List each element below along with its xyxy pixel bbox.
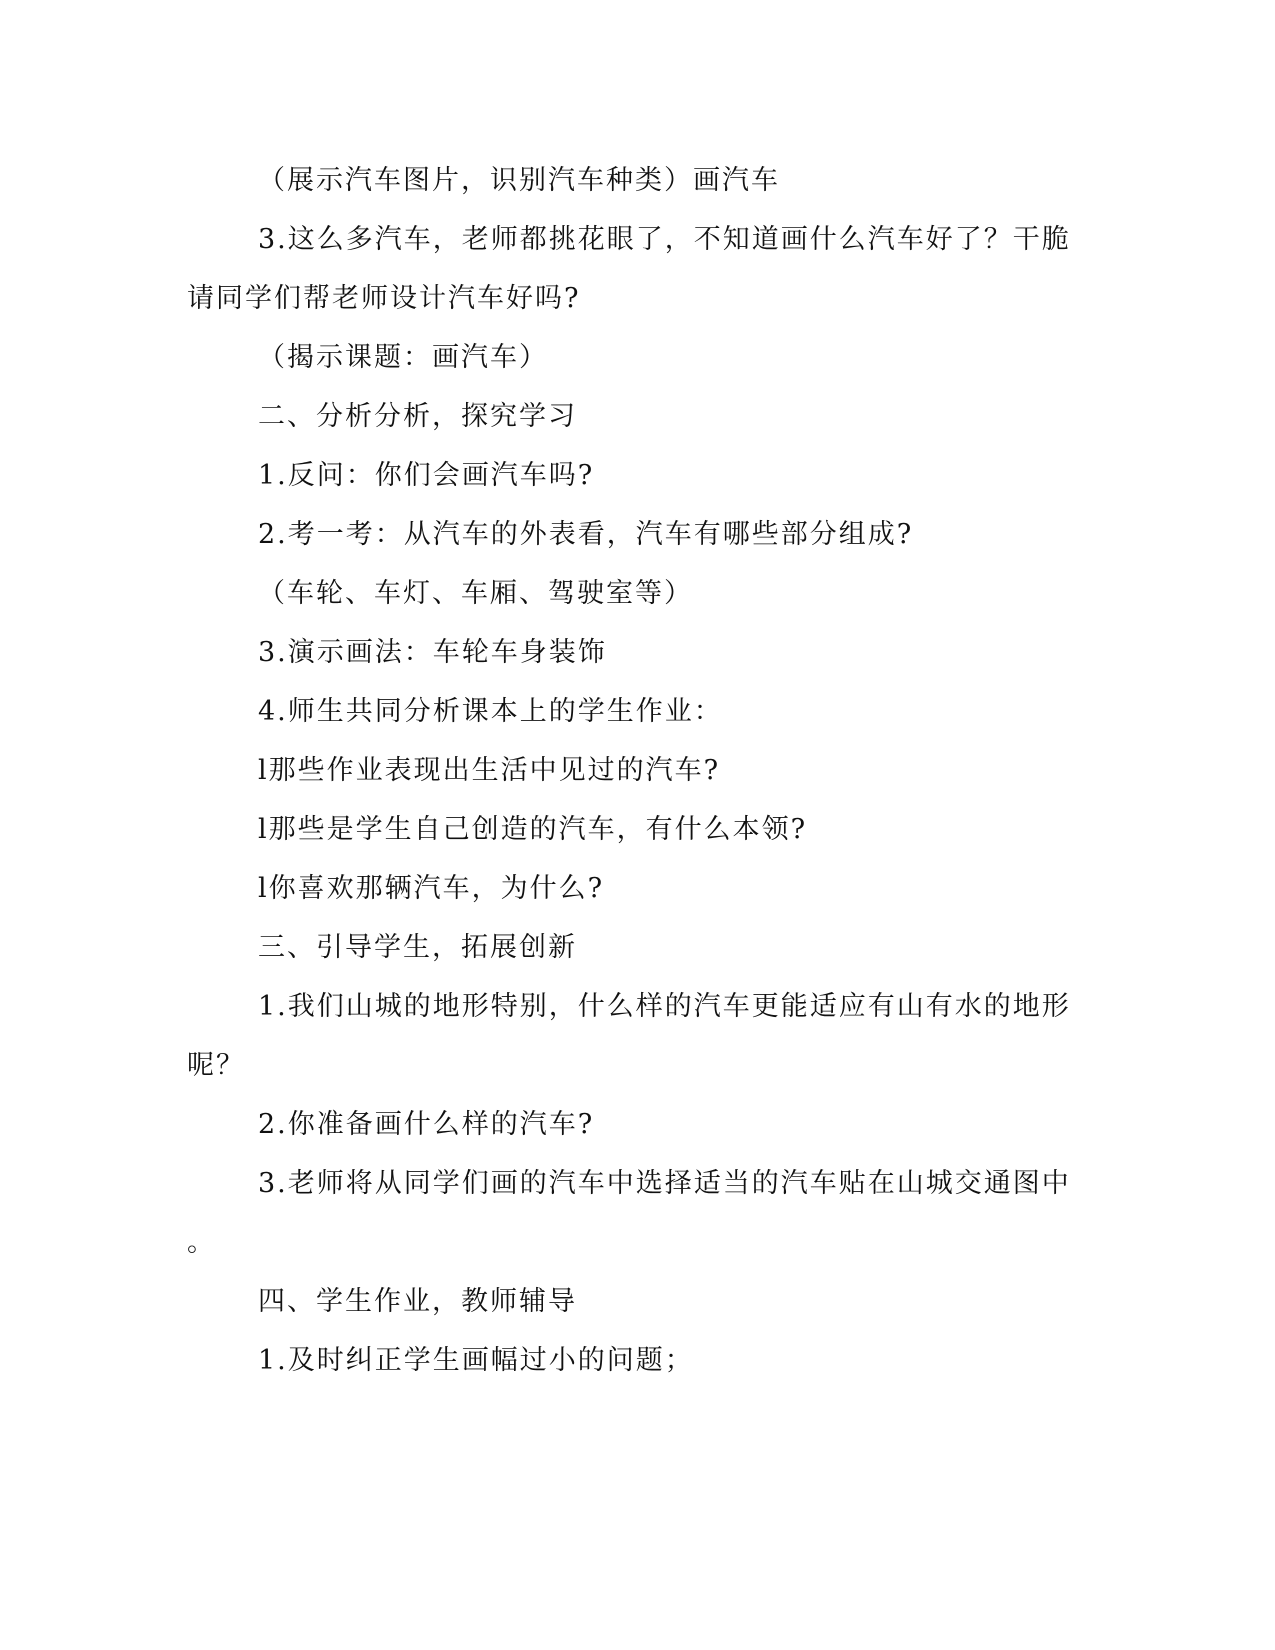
text-line-19: 。 bbox=[187, 1227, 216, 1258]
text-line-2: 3.这么多汽车，老师都挑花眼了，不知道画什么汽车好了？干脆 bbox=[258, 224, 1071, 255]
section-heading-2: 二、分析分析，探究学习 bbox=[258, 401, 577, 432]
text-line-13: l你喜欢那辆汽车，为什么? bbox=[258, 873, 605, 904]
text-line-16: 呢？ bbox=[187, 1050, 245, 1081]
text-line-4: （揭示课题：画汽车） bbox=[258, 342, 548, 373]
text-line-6: 1.反问：你们会画汽车吗? bbox=[258, 460, 595, 491]
text-line-12: l那些是学生自己创造的汽车，有什么本领? bbox=[258, 814, 808, 845]
text-line-1: （展示汽车图片，识别汽车种类）画汽车 bbox=[258, 165, 780, 196]
text-line-17: 2.你准备画什么样的汽车? bbox=[258, 1109, 595, 1140]
text-line-9: 3.演示画法：车轮车身装饰 bbox=[258, 637, 607, 668]
text-line-15: 1.我们山城的地形特别，什么样的汽车更能适应有山有水的地形 bbox=[258, 991, 1071, 1022]
text-line-21: 1.及时纠正学生画幅过小的问题； bbox=[258, 1345, 694, 1376]
text-line-11: l那些作业表现出生活中见过的汽车? bbox=[258, 755, 721, 786]
section-heading-4: 四、学生作业，教师辅导 bbox=[258, 1286, 577, 1317]
text-line-10: 4.师生共同分析课本上的学生作业： bbox=[258, 696, 723, 727]
text-line-7: 2.考一考：从汽车的外表看，汽车有哪些部分组成? bbox=[258, 519, 914, 550]
section-heading-3: 三、引导学生，拓展创新 bbox=[258, 932, 577, 963]
text-line-18: 3.老师将从同学们画的汽车中选择适当的汽车贴在山城交通图中 bbox=[258, 1168, 1071, 1199]
text-line-8: （车轮、车灯、车厢、驾驶室等） bbox=[258, 578, 693, 609]
text-line-3: 请同学们帮老师设计汽车好吗? bbox=[187, 283, 581, 314]
